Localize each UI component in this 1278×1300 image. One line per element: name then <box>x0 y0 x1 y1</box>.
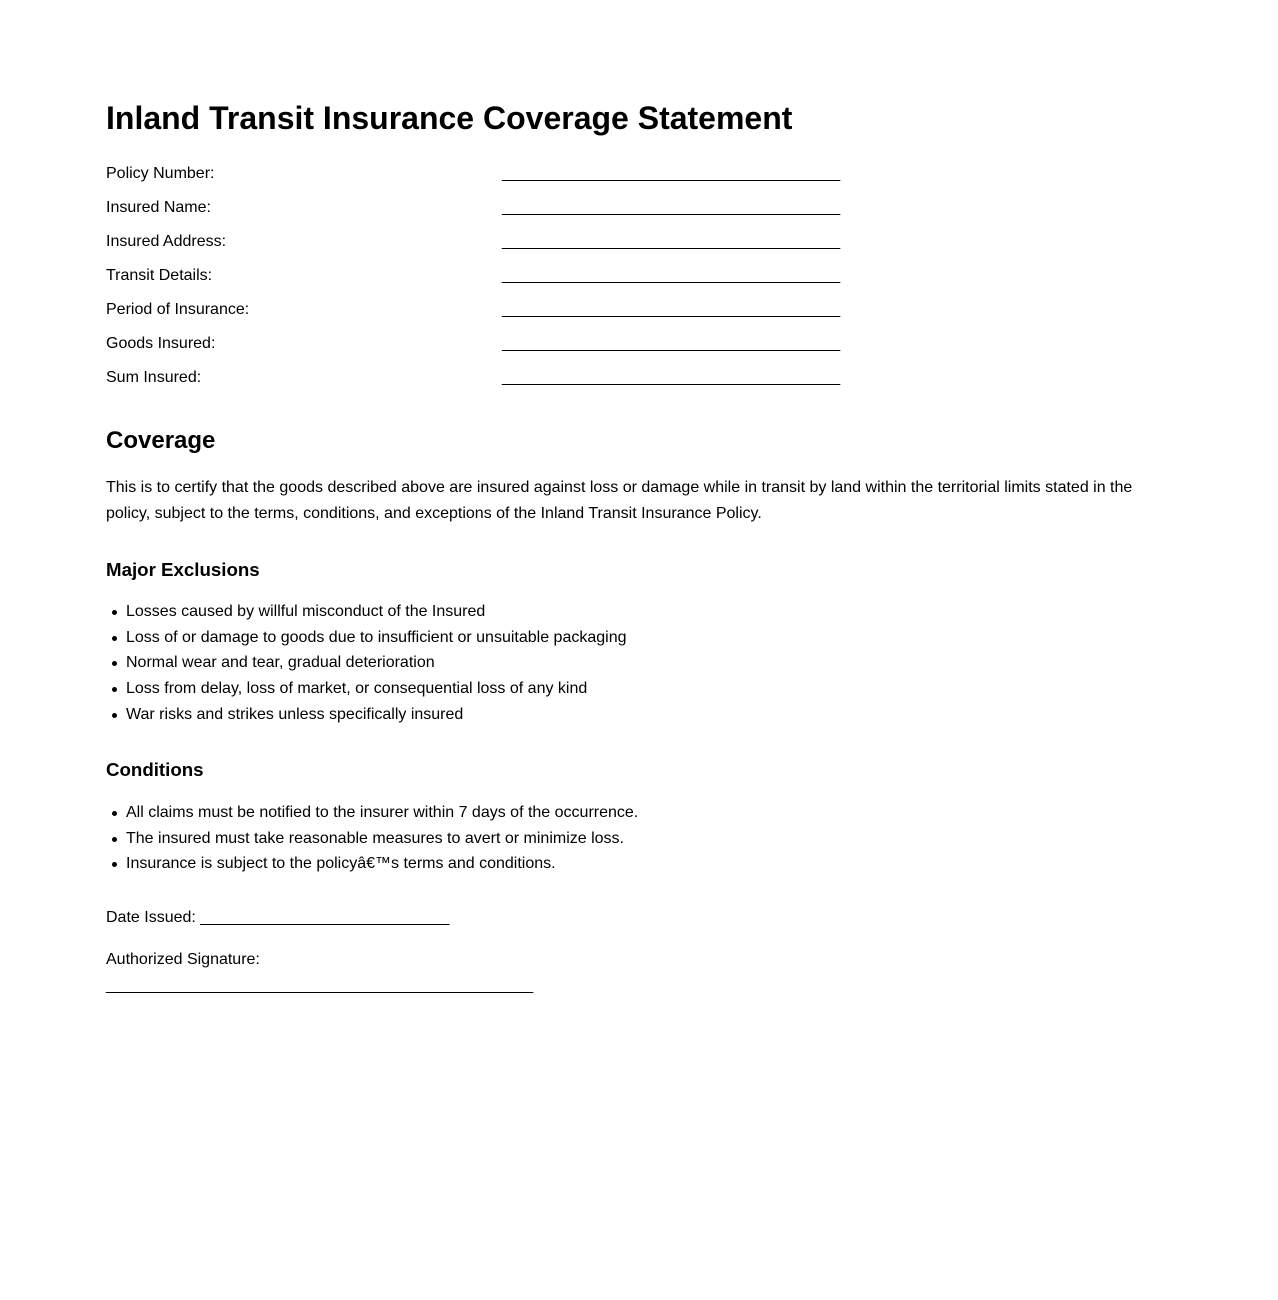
exclusions-heading: Major Exclusions <box>106 559 260 580</box>
policy-number-blank: ______________________________________ <box>502 165 841 182</box>
signature-label: Authorized Signature: <box>106 951 260 968</box>
field-policy-number <box>106 161 906 195</box>
list-item: The insured must take reasonable measures to avert or minimize loss. <box>126 826 638 852</box>
field-label: Transit Details: <box>106 267 213 284</box>
list-item: Loss of or damage to goods due to insufficient or unsuitable packaging <box>126 625 626 651</box>
list-item: War risks and strikes unless specifically insured <box>126 702 626 728</box>
coverage-text: This is to certify that the goods described above are insured against loss or damage while in transit by land within the territorial limits stated in the policy, subject to the terms, conditions, and exceptions of the Inland Transit Insurance Policy. <box>106 479 1133 522</box>
field-period-of-insurance <box>106 297 906 331</box>
field-goods-insured <box>106 331 906 365</box>
date-issued-blank: ____________________________ <box>200 909 450 926</box>
list-item: All claims must be notified to the insurer within 7 days of the occurrence. <box>126 800 638 826</box>
list-item: Loss from delay, loss of market, or consequential loss of any kind <box>126 676 626 702</box>
field-transit-details <box>106 263 906 297</box>
field-insured-address <box>106 229 906 263</box>
sum-insured-blank: ______________________________________ <box>502 369 841 386</box>
document-title: Inland Transit Insurance Coverage Statement <box>106 100 793 136</box>
goods-insured-blank: ______________________________________ <box>502 335 841 352</box>
field-label: Period of Insurance: <box>106 301 250 318</box>
period-of-insurance-blank: ______________________________________ <box>502 301 841 318</box>
policy-fields <box>106 161 906 399</box>
field-insured-name <box>106 195 906 229</box>
signature-blank: ________________________________________________ <box>106 977 534 994</box>
transit-details-blank: ______________________________________ <box>502 267 841 284</box>
list-item: Normal wear and tear, gradual deterioration <box>126 650 626 676</box>
date-issued-label: Date Issued: <box>106 909 196 926</box>
field-label: Goods Insured: <box>106 335 216 352</box>
coverage-heading: Coverage <box>106 427 216 454</box>
field-label: Sum Insured: <box>106 369 202 386</box>
field-label: Policy Number: <box>106 165 215 182</box>
conditions-list <box>106 800 638 877</box>
exclusions-list <box>106 599 626 728</box>
insured-address-blank: ______________________________________ <box>502 233 841 250</box>
field-label: Insured Name: <box>106 199 211 216</box>
field-label: Insured Address: <box>106 233 227 250</box>
date-issued-line <box>106 905 449 931</box>
field-sum-insured <box>106 365 906 399</box>
list-item: Losses caused by willful misconduct of the Insured <box>126 599 626 625</box>
insured-name-blank: ______________________________________ <box>502 199 841 216</box>
list-item: Insurance is subject to the policyâ€™s terms and conditions. <box>126 851 638 877</box>
conditions-heading: Conditions <box>106 759 204 780</box>
